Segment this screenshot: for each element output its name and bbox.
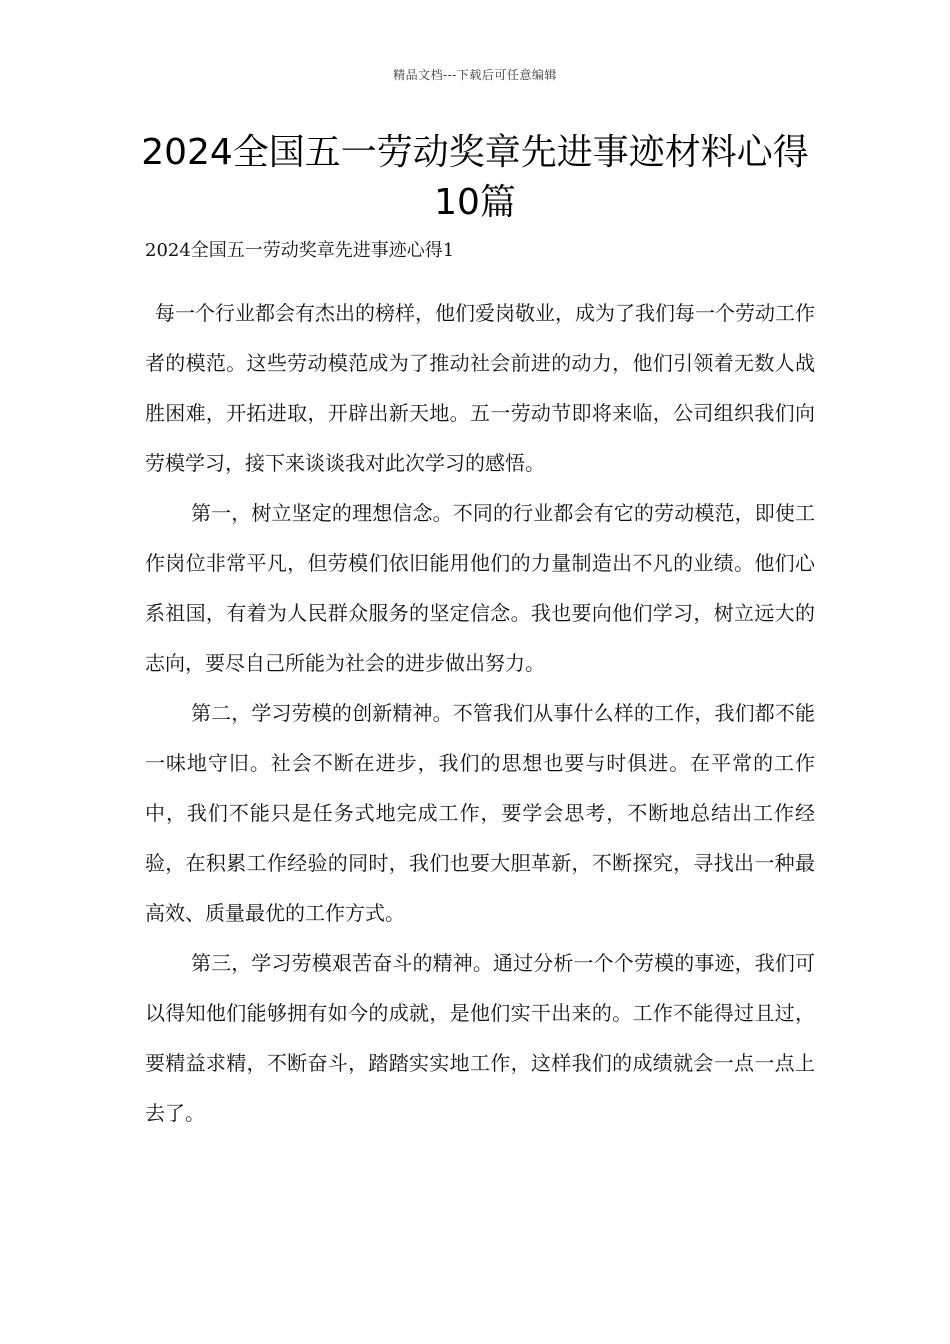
section-title: 2024全国五一劳动奖章先进事迹心得1: [145, 240, 455, 261]
paragraph-second-point: 第二，学习劳模的创新精神。不管我们从事什么样的工作，我们都不能一味地守旧。社会不断在进步，我们的思想也要与时俱进。在平常的工作中，我们不能只是任务式地完成工作，要学会思考，不断地总结出工作经验，在积累工作经验的同时，我们也要大胆革新，不断探究，寻找出一种最高效、质量最优的工作方式。: [145, 701, 815, 925]
paragraph-first-point: 第一，树立坚定的理想信念。不同的行业都会有它的劳动模范，即使工作岗位非常平凡，但劳模们依旧能用他们的力量制造出不凡的业绩。他们心系祖国，有着为人民群众服务的坚定信念。我也要向他们学习，树立远大的志向，要尽自己所能为社会的进步做出努力。: [145, 501, 815, 675]
paragraph-intro: 每一个行业都会有杰出的榜样，他们爱岗敬业，成为了我们每一个劳动工作者的模范。这些劳动模范成为了推动社会前进的动力，他们引领着无数人战胜困难，开拓进取，开辟出新天地。五一劳动节即将来临，公司组织我们向劳模学习，接下来谈谈我对此次学习的感悟。: [145, 301, 815, 475]
document-title: 2024全国五一劳动奖章先进事迹材料心得10篇: [141, 132, 809, 223]
header-note: 精品文档---下载后可任意编辑: [393, 68, 557, 82]
paragraph-third-point: 第三，学习劳模艰苦奋斗的精神。通过分析一个个劳模的事迹，我们可以得知他们能够拥有如今的成就，是他们实干出来的。工作不能得过且过，要精益求精，不断奋斗，踏踏实实地工作，这样我们的成绩就会一点一点上去了。: [145, 951, 815, 1125]
document-body: [145, 236, 815, 1138]
